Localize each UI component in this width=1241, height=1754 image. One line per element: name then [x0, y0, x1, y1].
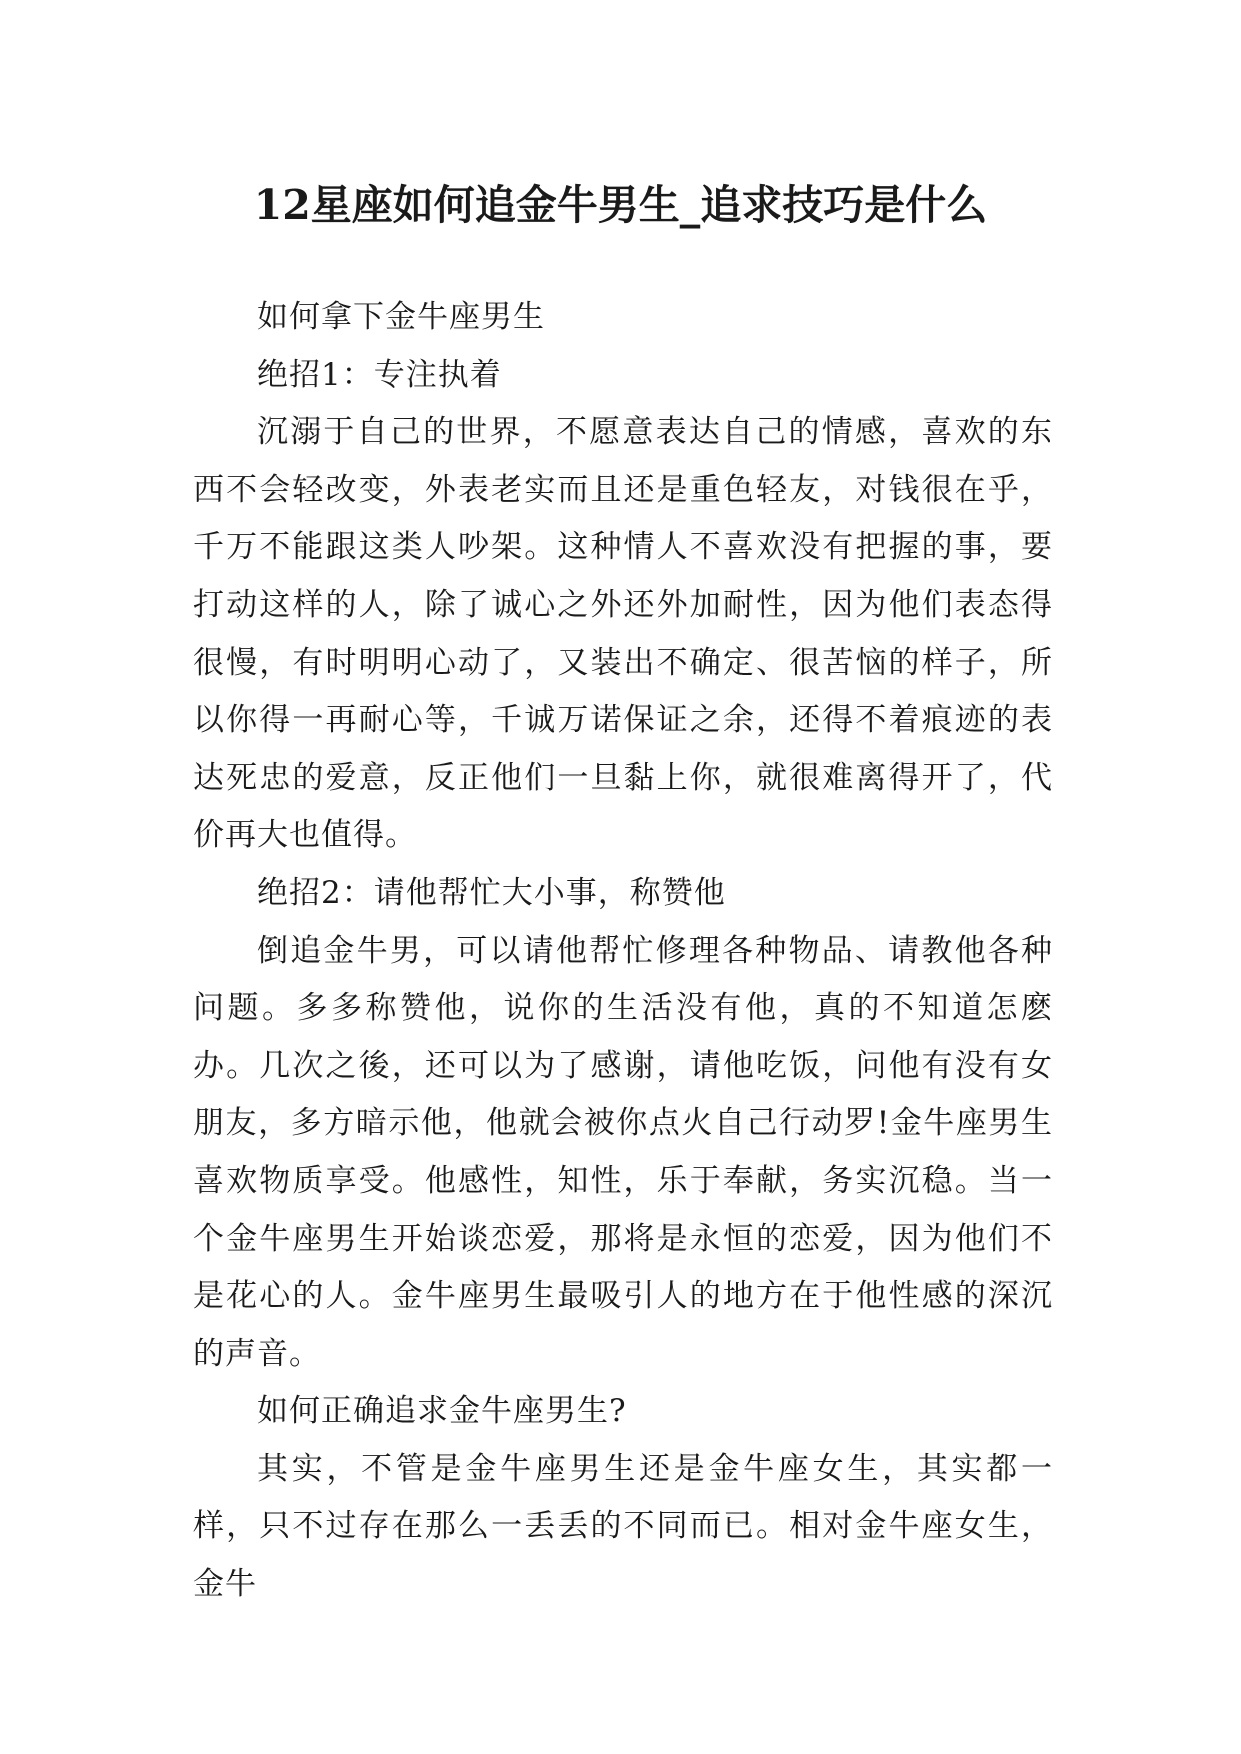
document-body [193, 289, 1053, 1614]
paragraph: 倒追金牛男，可以请他帮忙修理各种物品、请教他各种问题。多多称赞他，说你的生活没有他，真的不知道怎麽办。几次之後，还可以为了感谢，请他吃饭，问他有没有女朋友，多方暗示他，他就会被你点火自己行动罗!金牛座男生喜欢物质享受。他感性，知性，乐于奉献，务实沉稳。当一个金牛座男生开始谈恋爱，那将是永恒的恋爱，因为他们不是花心的人。金牛座男生最吸引人的地方在于他性感的深沉的声音。 [193, 932, 1053, 1372]
section-heading: 如何拿下金牛座男生 [257, 299, 545, 335]
page-title: 12星座如何追金牛男生_追求技巧是什么 [253, 181, 988, 230]
section-heading: 如何正确追求金牛座男生? [257, 1393, 627, 1430]
paragraph: 沉溺于自己的世界，不愿意表达自己的情感，喜欢的东西不会轻改变，外表老实而且还是重色轻友，对钱很在乎，千万不能跟这类人吵架。这种情人不喜欢没有把握的事，要打动这样的人，除了诚心之外还外加耐性，因为他们表态得很慢，有时明明心动了，又装出不确定、很苦恼的样子，所以你得一再耐心等，千诚万诺保证之余，还得不着痕迹的表达死忠的爱意，反正他们一旦黏上你，就很难离得开了，代价再大也值得。 [193, 414, 1053, 854]
section-heading: 绝招2：请他帮忙大小事，称赞他 [257, 874, 726, 911]
section-heading: 绝招1：专注执着 [257, 356, 502, 393]
paragraph: 其实，不管是金牛座男生还是金牛座女生，其实都一样，只不过存在那么一丢丢的不同而已。相对金牛座女生，金牛 [193, 1450, 1053, 1603]
